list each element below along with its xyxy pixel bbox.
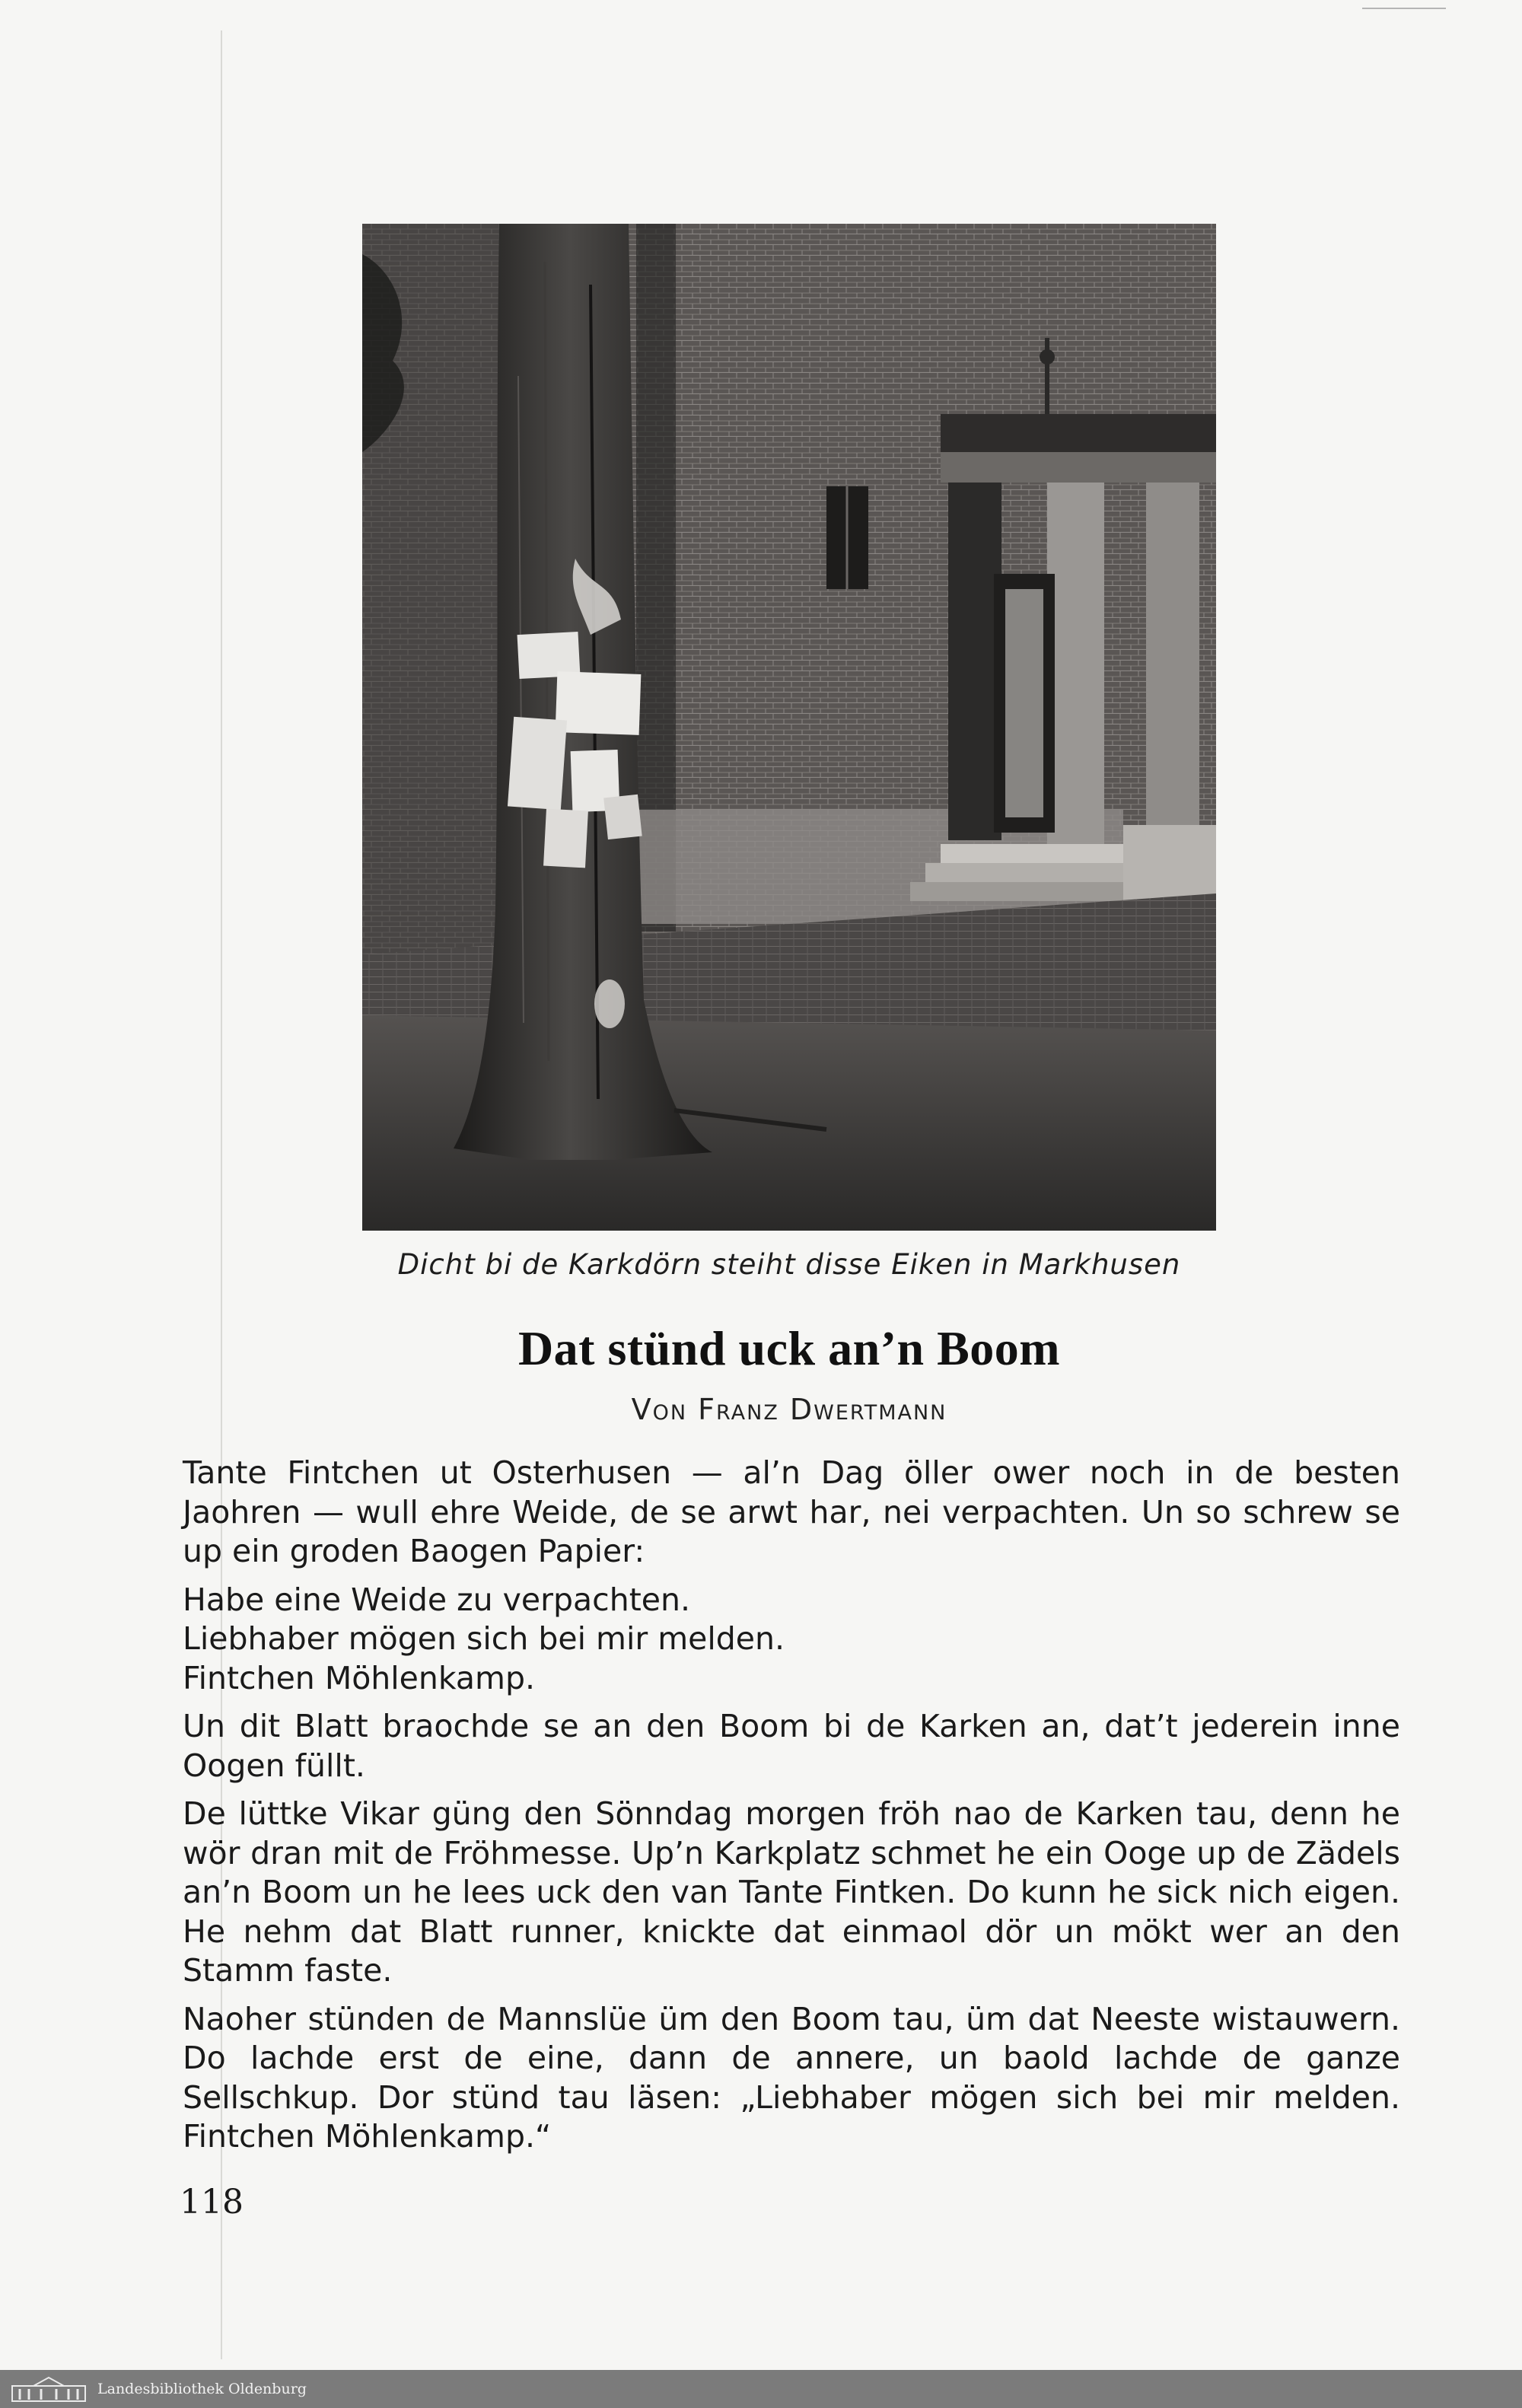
paragraph-blatt: Un dit Blatt braochde se an den Boom bi de Karken an, dat’t jederein inne Oogen füllt.: [183, 1708, 1400, 1784]
paragraph-vikar: De lüttke Vikar güng den Sönndag morgen fröh nao de Karken tau, denn he wör dran mit de Fröhmesse. Up’n Karkplatz schmet he ein Ooge up de Zädels an’n Boom un he lees uck den van Tante Fintken. Do kunn he sick nich eigen. He nehm dat Blatt runner, knickte dat einmaol dör un mökt wer an den Stamm faste.: [183, 1795, 1400, 1989]
notice-line-1: Habe eine Weide zu verpachten.: [183, 1581, 691, 1618]
paragraph-intro: Tante Fintchen ut Osterhusen — al’n Dag öller ower noch in de besten Jaohren — wull ehre Weide, de se arwt har, nei verpachten. Un so schrew se up ein groden Baogen Papier:: [183, 1454, 1400, 1569]
article-body: [183, 1454, 1400, 2166]
notice-signature: Fintchen Möhlenkamp.: [183, 1659, 536, 1696]
library-building-icon: [11, 2375, 87, 2403]
paragraph-naoher: Naoher stünden de Mannslüe üm den Boom tau, üm dat Neeste wistauwern. Do lachde erst de eine, dann de annere, un baold lachde de ganze Sellschkup. Dor stünd tau läsen: „Liebhaber mögen sich bei mir melden. Fintchen Möhlenkamp.“: [183, 2000, 1400, 2155]
page-number: 118: [180, 2183, 244, 2222]
article-title: Dat stünd uck an’n Boom: [517, 1321, 1061, 1375]
notice-line-2: Liebhaber mögen sich bei mir melden.: [183, 1620, 785, 1657]
photo-illustration: [362, 224, 1216, 1231]
library-label[interactable]: Landesbibliothek Oldenburg: [97, 2381, 307, 2397]
article-author: Von Franz Dwertmann: [631, 1393, 947, 1426]
photo-caption: Dicht bi de Karkdörn steiht disse Eiken in Markhusen: [397, 1248, 1181, 1281]
top-rule: [1362, 8, 1446, 9]
church-tree-photo: [362, 224, 1216, 1231]
library-footer: [0, 2370, 1522, 2408]
